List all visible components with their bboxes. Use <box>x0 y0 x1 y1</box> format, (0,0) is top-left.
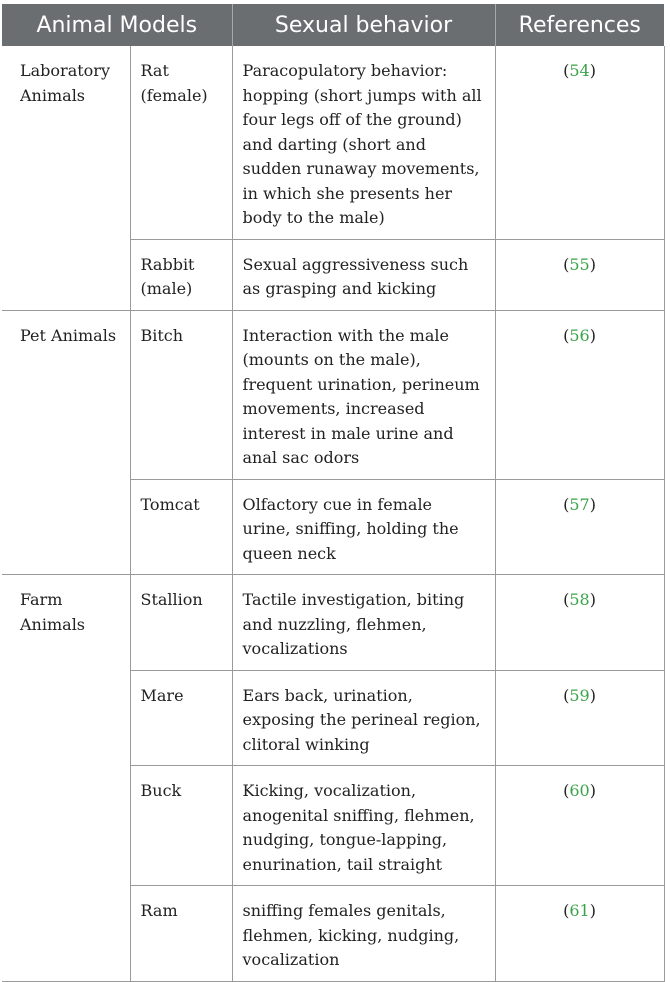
reference-link[interactable]: 59 <box>569 685 590 705</box>
behavior-cell: sniffing females genitals, flehmen, kicking, nudging, vocalization <box>232 886 495 982</box>
animal-cell: Buck <box>130 766 232 886</box>
reference-link[interactable]: 56 <box>569 325 590 345</box>
animal-cell: Bitch <box>130 310 232 479</box>
group-label: Pet Animals <box>2 310 130 575</box>
animal-cell: Mare <box>130 670 232 766</box>
reference-link[interactable]: 60 <box>569 781 590 800</box>
behavior-cell: Interaction with the male (mounts on the male), frequent urination, perineum movements, increased interest in male urine and anal sac odors <box>232 310 495 479</box>
reference-cell: (58) <box>495 575 664 671</box>
reference-cell: (59) <box>495 670 664 766</box>
reference-cell: (60) <box>495 766 664 886</box>
reference-link[interactable]: 58 <box>569 590 590 609</box>
reference-link[interactable]: 55 <box>569 254 590 274</box>
table-row <box>2 575 664 671</box>
animal-cell: Rabbit (male) <box>130 239 232 310</box>
reference-cell: (55) <box>495 239 664 310</box>
reference-link[interactable]: 54 <box>569 61 590 80</box>
behavior-cell: Olfactory cue in female urine, sniffing, holding the queen neck <box>232 479 495 575</box>
reference-cell: (61) <box>495 886 664 982</box>
animal-cell: Stallion <box>130 575 232 671</box>
reference-cell: (57) <box>495 479 664 575</box>
behavior-cell: Sexual aggressiveness such as grasping and kicking <box>232 239 495 310</box>
reference-link[interactable]: 61 <box>569 901 590 920</box>
behavior-cell: Kicking, vocalization, anogenital sniffing, flehmen, nudging, tongue-lapping, enurination, tail straight <box>232 766 495 886</box>
group-label: Laboratory Animals <box>2 46 130 310</box>
animal-cell: Ram <box>130 886 232 982</box>
behavior-cell: Paracopulatory behavior: hopping (short jumps with all four legs off of the ground) and darting (short and sudden runaway movements, in which she presents her body to the male) <box>232 46 495 239</box>
reference-cell: (54) <box>495 46 664 239</box>
group-label: Farm Animals <box>2 575 130 982</box>
table-row <box>2 310 664 479</box>
header-references: References <box>495 4 664 46</box>
table-row <box>2 46 664 239</box>
header-animal-models: Animal Models <box>2 4 232 46</box>
header-row <box>2 4 664 46</box>
reference-cell: (56) <box>495 310 664 479</box>
behavior-cell: Ears back, urination, exposing the perineal region, clitoral winking <box>232 670 495 766</box>
animal-cell: Tomcat <box>130 479 232 575</box>
header-sexual-behavior: Sexual behavior <box>232 4 495 46</box>
animal-cell: Rat (female) <box>130 46 232 239</box>
behavior-cell: Tactile investigation, biting and nuzzling, flehmen, vocalizations <box>232 575 495 671</box>
reference-link[interactable]: 57 <box>569 494 590 514</box>
animal-sexual-behavior-table <box>2 4 665 982</box>
